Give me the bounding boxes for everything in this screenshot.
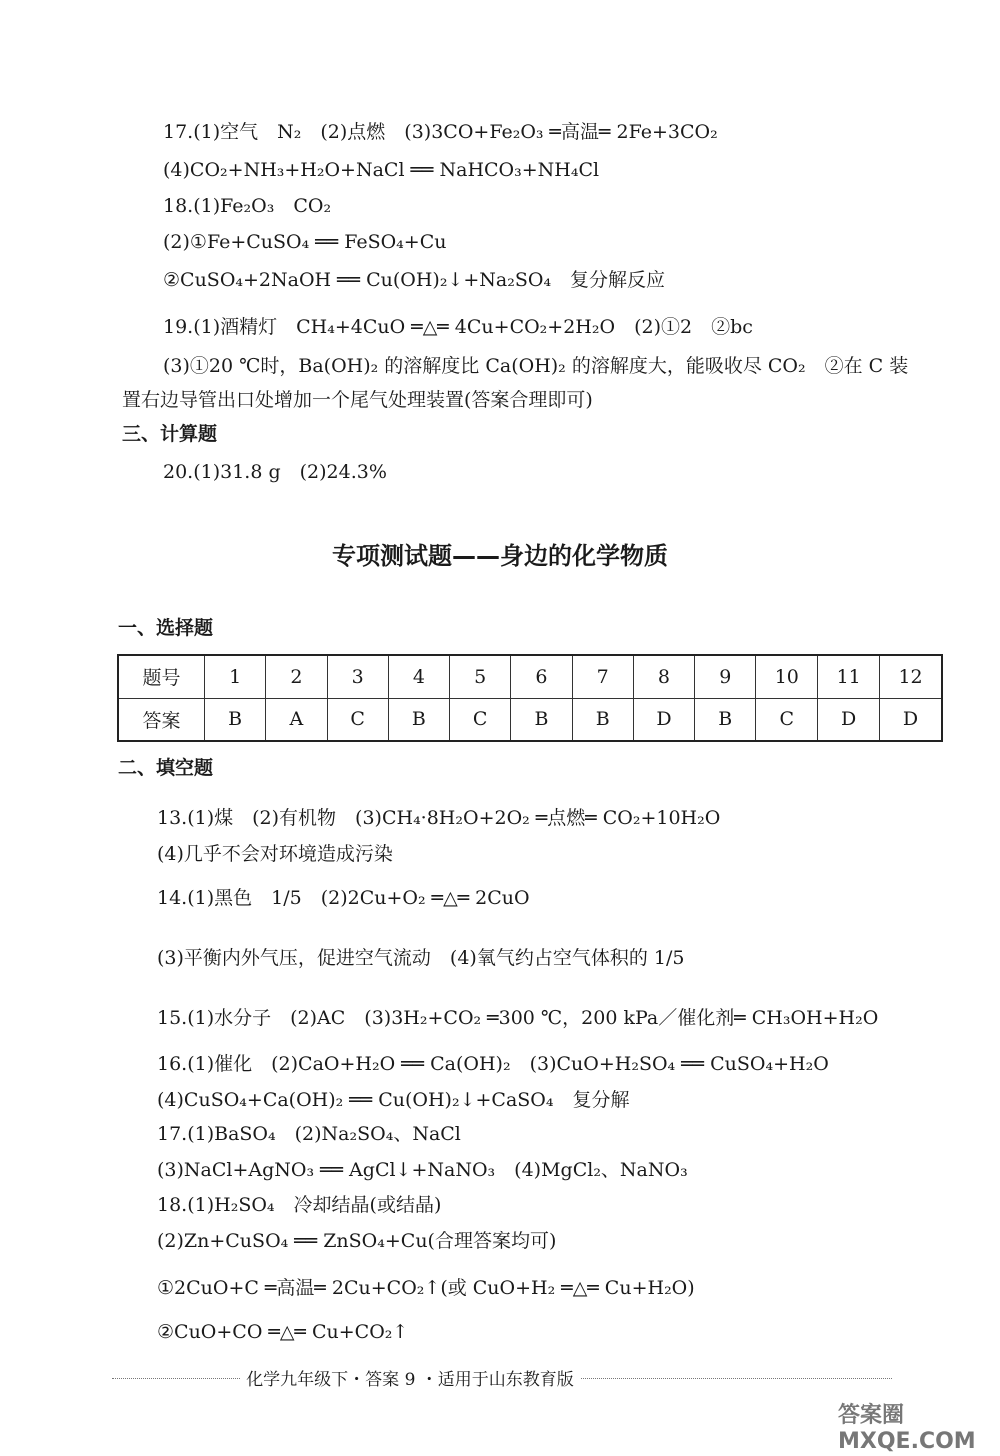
table-cell: 10 (756, 655, 818, 698)
answer-line-18-3: ②CuSO₄+2NaOH ══ Cu(OH)₂↓+Na₂SO₄ 复分解反应 (163, 269, 666, 291)
choice-heading: 一、选择题 (118, 617, 214, 639)
answer-line-17b: 17.(1)BaSO₄ (2)Na₂SO₄、NaCl (157, 1123, 461, 1145)
answer-line-18b-4: ②CuO+CO ═△═ Cu+CO₂↑ (157, 1321, 409, 1343)
answer-line-18: 18.(1)Fe₂O₃ CO₂ (163, 195, 332, 217)
answer-line-18b: 18.(1)H₂SO₄ 冷却结晶(或结晶) (157, 1194, 442, 1216)
answer-line-19: 19.(1)酒精灯 CH₄+4CuO ═△═ 4Cu+CO₂+2H₂O (2)①2 ②bc (163, 316, 753, 338)
footer-label: 化学九年级下・答案 9 ・适用于山东教育版 (240, 1370, 580, 1390)
answer-line-17b-3: (3)NaCl+AgNO₃ ══ AgCl↓+NaNO₃ (4)MgCl₂、NaNO₃ (157, 1159, 688, 1181)
section-heading-calc: 三、计算题 (122, 423, 218, 445)
table-cell: 5 (450, 655, 511, 698)
answer-line-17: 17.(1)空气 N₂ (2)点燃 (3)3CO+Fe₂O₃ ═高温═ 2Fe+3CO₂ (163, 121, 718, 143)
table-cell: 11 (818, 655, 880, 698)
answer-line-19-3: (3)①20 ℃时，Ba(OH)₂ 的溶解度比 Ca(OH)₂ 的溶解度大，能吸收尽 CO₂ ②在 C 装 (163, 355, 909, 377)
table-cell: C (756, 698, 818, 741)
table-cell: 6 (511, 655, 572, 698)
answer-line-13: 13.(1)煤 (2)有机物 (3)CH₄·8H₂O+2O₂ ═点燃═ CO₂+10H₂O (157, 807, 721, 829)
table-cell: B (572, 698, 633, 741)
table-cell: A (266, 698, 327, 741)
section-title: 专项测试题——身边的化学物质 (332, 542, 668, 570)
table-row-numbers (118, 655, 942, 698)
table-cell: 4 (388, 655, 449, 698)
fill-heading: 二、填空题 (118, 757, 214, 779)
answer-line-18-2: (2)①Fe+CuSO₄ ══ FeSO₄+Cu (163, 231, 447, 253)
answer-line-16: 16.(1)催化 (2)CaO+H₂O ══ Ca(OH)₂ (3)CuO+H₂SO₄ ══ CuSO₄+H₂O (157, 1053, 829, 1075)
answer-line-18b-2: (2)Zn+CuSO₄ ══ ZnSO₄+Cu(合理答案均可) (157, 1230, 557, 1252)
table-cell: D (818, 698, 880, 741)
table-cell: 8 (633, 655, 694, 698)
page-footer (0, 1365, 820, 1390)
answer-line-14: 14.(1)黑色 1/5 (2)2Cu+O₂ ═△═ 2CuO (157, 887, 530, 909)
table-cell: B (205, 698, 266, 741)
table-row-answers (118, 698, 942, 741)
answer-line-13-4: (4)几乎不会对环境造成污染 (157, 843, 393, 865)
answer-line-17-4: (4)CO₂+NH₃+H₂O+NaCl ══ NaHCO₃+NH₄Cl (163, 159, 600, 181)
answer-line-19-3b: 置右边导管出口处增加一个尾气处理装置(答案合理即可) (122, 389, 593, 411)
table-cell: 12 (880, 655, 942, 698)
table-cell: 7 (572, 655, 633, 698)
watermark-logo: 答案圈 MXQE.COM (838, 1403, 976, 1454)
answer-line-14-3: (3)平衡内外气压，促进空气流动 (4)氧气约占空气体积的 1/5 (157, 947, 685, 969)
table-cell: B (695, 698, 756, 741)
answer-line-16-4: (4)CuSO₄+Ca(OH)₂ ══ Cu(OH)₂↓+CaSO₄ 复分解 (157, 1089, 630, 1111)
table-cell: 9 (695, 655, 756, 698)
table-cell: D (633, 698, 694, 741)
table-cell: 1 (205, 655, 266, 698)
table-cell: 2 (266, 655, 327, 698)
answer-table (117, 654, 943, 742)
row-label-number: 题号 (118, 655, 205, 698)
answer-line-20: 20.(1)31.8 g (2)24.3% (163, 461, 387, 483)
table-cell: B (511, 698, 572, 741)
row-label-answer: 答案 (118, 698, 205, 741)
table-cell: C (327, 698, 388, 741)
table-cell: D (880, 698, 942, 741)
answer-line-15: 15.(1)水分子 (2)AC (3)3H₂+CO₂ ═300 ℃，200 kPa／催化剂═ CH₃OH+H₂O (157, 1007, 879, 1029)
table-cell: B (388, 698, 449, 741)
table-cell: C (450, 698, 511, 741)
answer-line-18b-3: ①2CuO+C ═高温═ 2Cu+CO₂↑(或 CuO+H₂ ═△═ Cu+H₂O) (157, 1277, 695, 1299)
table-cell: 3 (327, 655, 388, 698)
